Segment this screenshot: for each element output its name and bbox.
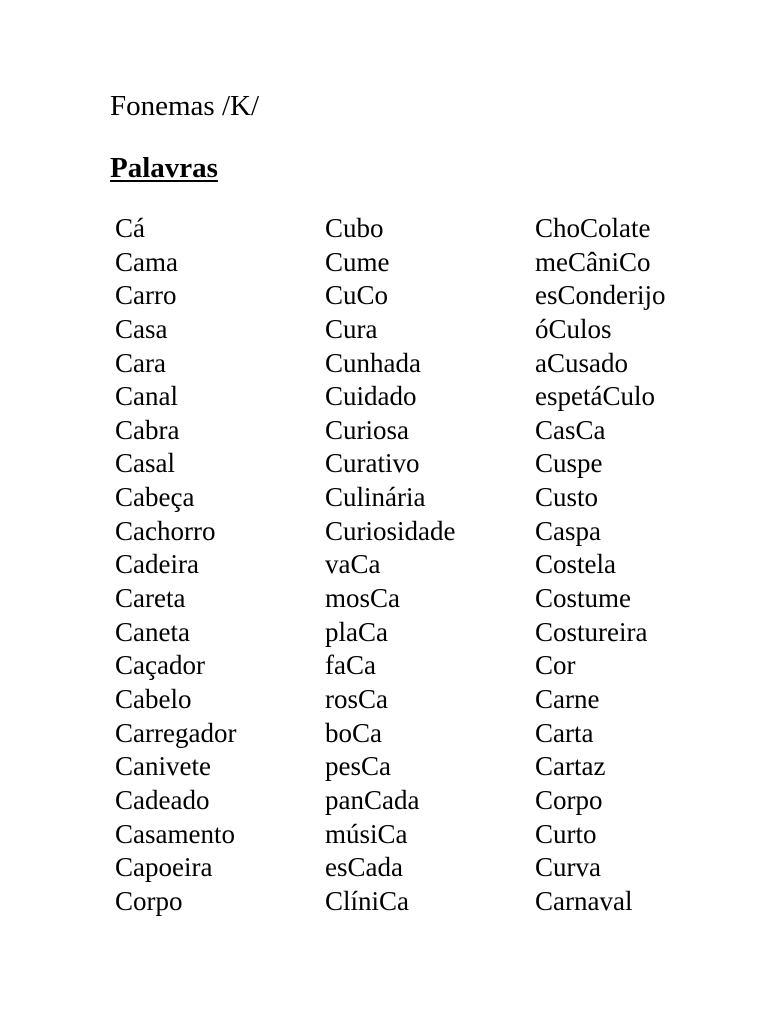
word-item: Cuspe (535, 448, 603, 479)
word-item: óCulos (535, 313, 612, 344)
word-item: Cadeira (115, 549, 199, 580)
word-item: meCâniCo (535, 246, 651, 277)
word-item: ChoColate (535, 213, 651, 243)
word-column-3 (535, 212, 665, 918)
word-item: Cubo (325, 213, 384, 243)
word-item: esConderijo (535, 280, 666, 311)
word-item: Cama (115, 246, 178, 277)
word-item: Curiosa (325, 414, 409, 445)
word-item: Curativo (325, 448, 420, 479)
word-item: vaCa (325, 549, 381, 580)
word-item: rosCa (325, 683, 388, 714)
word-item: Curva (535, 852, 601, 883)
word-item: Cadeado (115, 784, 210, 815)
word-item: Curiosidade (325, 515, 456, 546)
word-item: mosCa (325, 583, 401, 614)
word-item: plaCa (325, 616, 388, 647)
word-item: Casal (115, 448, 175, 479)
word-item: Cuidado (325, 381, 417, 412)
word-item: Caspa (535, 515, 601, 546)
word-column-2 (325, 212, 455, 918)
word-item: Cartaz (535, 751, 606, 782)
word-item: Careta (115, 583, 186, 614)
word-item: boCa (325, 717, 382, 748)
word-item: Caçador (115, 650, 205, 681)
word-item: Carne (535, 683, 600, 714)
word-item: Corpo (535, 784, 603, 815)
word-item: aCusado (535, 347, 628, 378)
word-item: Costela (535, 549, 616, 580)
word-item: CasCa (535, 414, 606, 445)
word-item: Corpo (115, 885, 183, 916)
word-item: Curto (535, 818, 597, 849)
word-item: Canivete (115, 751, 211, 782)
word-item: esCada (325, 852, 403, 883)
word-item: Carta (535, 717, 594, 748)
word-item: ClíniCa (325, 885, 410, 916)
word-item: Cume (325, 246, 390, 277)
word-item: Cor (535, 650, 576, 681)
word-item: Culinária (325, 482, 426, 513)
word-item: Carregador (115, 717, 237, 748)
word-item: Cá (115, 213, 145, 243)
word-item: espetáCulo (535, 381, 655, 412)
word-item: Casamento (115, 818, 235, 849)
word-item: faCa (325, 650, 376, 681)
word-item: Capoeira (115, 852, 213, 883)
word-item: Cabeça (115, 482, 195, 513)
word-item: pesCa (325, 751, 391, 782)
word-item: Carnaval (535, 885, 633, 916)
word-item: Cunhada (325, 347, 421, 378)
word-item: Caneta (115, 616, 190, 647)
word-item: CuCo (325, 280, 389, 311)
word-item: Cara (115, 347, 166, 378)
word-item: Costureira (535, 616, 648, 647)
word-item: Cabelo (115, 683, 192, 714)
word-column-1 (115, 212, 236, 918)
word-item: Cachorro (115, 515, 216, 546)
word-item: músiCa (325, 818, 408, 849)
section-heading: Palavras (110, 152, 218, 184)
word-item: Canal (115, 381, 178, 412)
word-item: Carro (115, 280, 177, 311)
word-item: Cabra (115, 414, 180, 445)
word-item: Custo (535, 482, 599, 513)
word-item: Casa (115, 313, 168, 344)
word-item: Cura (325, 313, 378, 344)
word-item: panCada (325, 784, 420, 815)
word-item: Costume (535, 583, 632, 614)
page-title: Fonemas /K/ (110, 90, 260, 122)
